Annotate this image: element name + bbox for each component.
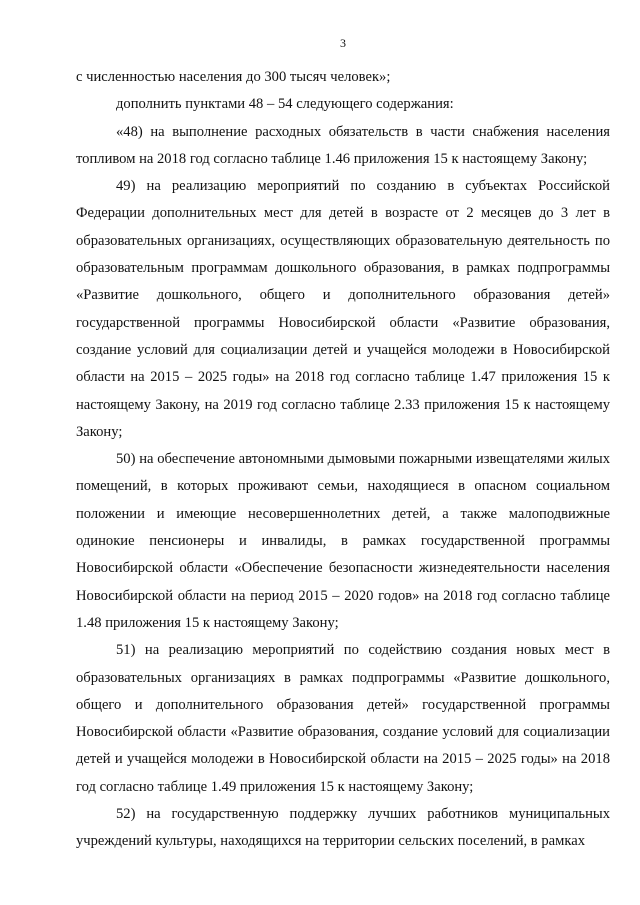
paragraph-item-51: 51) на реализацию мероприятий по содействию создания новых мест в образовательных организациях в рамках подпрограммы «Развитие дошкольного, общего и дополнительного образования детей» государственной программы Новосибирской области «Развитие образования, создание условий для социализации детей и учащейся молодежи в Новосибирской области на 2015 – 2025 годы» на 2018 год согласно таблице 1.49 приложения 15 к настоящему Закону; bbox=[76, 642, 610, 795]
paragraph-item-50: 50) на обеспечение автономными дымовыми пожарными извещателями жилых помещений, в которых проживают семьи, находящиеся в опасном социальном положении и имеющие несовершеннолетних детей, а также малоподвижные одинокие пенсионеры и инвалиды, в рамках государственной программы Новосибирской области «Обеспечение безопасности жизнедеятельности населения Новосибирской области на период 2015 – 2020 годов» на 2018 год согласно таблице 1.48 приложения 15 к настоящему Закону; bbox=[76, 451, 610, 631]
paragraph-continuation: с численностью населения до 300 тысяч человек»; bbox=[76, 69, 391, 85]
paragraph-item-52: 52) на государственную поддержку лучших работников муниципальных учреждений культуры, находящихся на территории сельских поселений, в рамках bbox=[76, 806, 610, 850]
page-number: 3 bbox=[340, 36, 346, 50]
paragraph-item-48: «48) на выполнение расходных обязательств в части снабжения населения топливом на 2018 год согласно таблице 1.46 приложения 15 к настоящему Закону; bbox=[76, 123, 610, 167]
paragraph-item-49: 49) на реализацию мероприятий по созданию в субъектах Российской Федерации дополнительных мест для детей в возрасте от 2 месяцев до 3 лет в образовательных организациях, осуществляющих образовательную деятельность по образовательным программам дошкольного образования, в рамках подпрограммы «Развитие дошкольного, общего и дополнительного образования детей» государственной программы Новосибирской области «Развитие образования, создание условий для социализации детей и учащейся молодежи в Новосибирской области на 2015 – 2025 годы» на 2018 год согласно таблице 1.47 приложения 15 к настоящему Закону, на 2019 год согласно таблице 2.33 приложения 15 к настоящему Закону; bbox=[76, 178, 610, 440]
paragraph-amendment-intro: дополнить пунктами 48 – 54 следующего содержания: bbox=[116, 96, 454, 113]
